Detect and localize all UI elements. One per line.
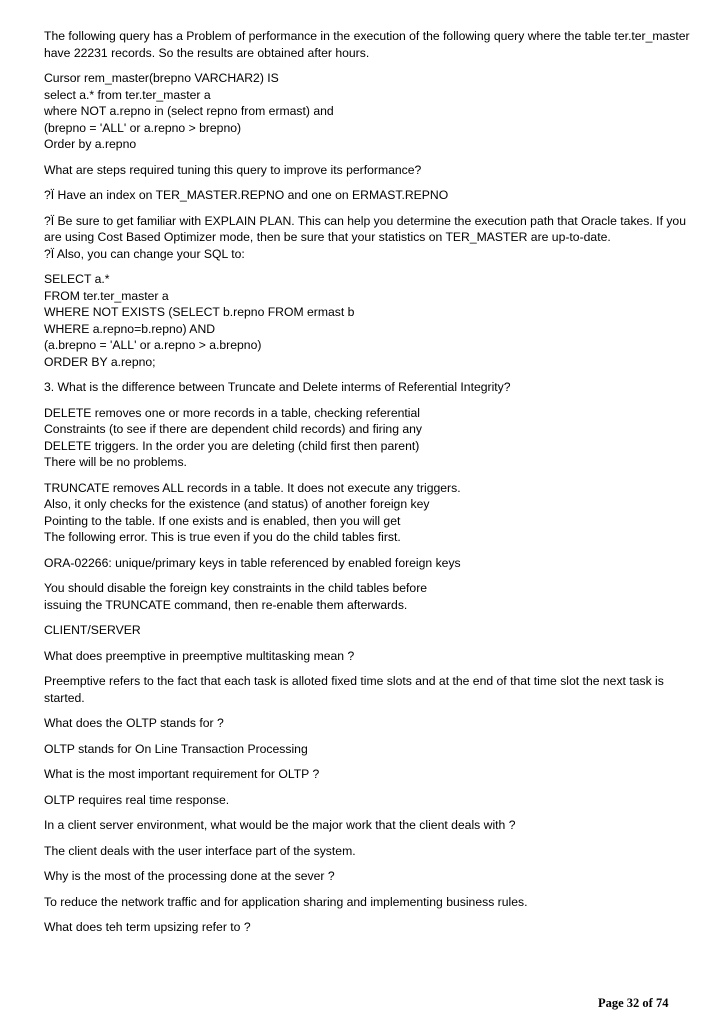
text-line: are using Cost Based Optimizer mode, then be sure that your statistics on TER_MASTER are up-to-date. [44,230,611,244]
text-line: select a.* from ter.ter_master a [44,87,211,102]
text-line: The client deals with the user interface part of the system. [44,843,356,858]
text-line: To reduce the network traffic and for application sharing and implementing business rules. [44,894,528,909]
page-content [44,28,704,945]
text-line: (a.brepno = 'ALL' or a.repno > a.brepno) [44,338,262,352]
text-line: Also, it only checks for the existence (and status) of another foreign key [44,497,430,511]
paragraph [44,580,704,613]
paragraph [44,162,704,179]
paragraph [44,648,704,665]
text-line: You should disable the foreign key constraints in the child tables before [44,581,428,595]
text-line: Pointing to the table. If one exists and is enabled, then you will get [44,513,401,528]
paragraph [44,715,704,732]
paragraph [44,70,704,153]
text-line: OLTP stands for On Line Transaction Processing [44,741,308,756]
text-line: where NOT a.repno in (select repno from ermast) and [44,104,334,118]
paragraph [44,919,704,936]
text-line: issuing the TRUNCATE command, then re-enable them afterwards. [44,597,408,612]
paragraph [44,894,704,911]
text-line: TRUNCATE removes ALL records in a table. It does not execute any triggers. [44,480,461,495]
text-line: 3. What is the difference between Truncate and Delete interms of Referential Integrity? [44,380,511,394]
text-line: DELETE triggers. In the order you are deleting (child first then parent) [44,438,420,453]
text-line: OLTP requires real time response. [44,792,230,807]
paragraph [44,622,704,639]
paragraph [44,480,704,546]
text-line: WHERE a.repno=b.repno) AND [44,321,216,336]
paragraph [44,843,704,860]
text-line: What does the OLTP stands for ? [44,716,224,730]
text-line: What does teh term upsizing refer to ? [44,920,251,934]
text-line: ?Ï Be sure to get familiar with EXPLAIN PLAN. This can help you determine the execution path that Oracle takes. If you [44,213,686,228]
text-line: started. [44,690,85,705]
text-line: ORA-02266: unique/primary keys in table referenced by enabled foreign keys [44,555,461,570]
text-line: Order by a.repno [44,137,137,151]
text-line: Constraints (to see if there are dependent child records) and firing any [44,422,423,436]
text-line: What are steps required tuning this query to improve its performance? [44,162,422,177]
paragraph [44,28,704,61]
text-line: The following query has a Problem of performance in the execution of the following query where the table ter.ter_master [44,29,690,43]
text-line: have 22231 records. So the results are obtained after hours. [44,45,370,60]
text-line: What does preemptive in preemptive multitasking mean ? [44,648,355,663]
text-line: CLIENT/SERVER [44,623,141,637]
paragraph [44,405,704,471]
paragraph [44,766,704,783]
text-line: ORDER BY a.repno; [44,354,156,369]
text-line: What is the most important requirement for OLTP ? [44,767,320,781]
text-line: Preemptive refers to the fact that each task is alloted fixed time slots and at the end of that time slot the next task is [44,674,664,688]
paragraph [44,271,704,370]
text-line: (brepno = 'ALL' or a.repno > brepno) [44,120,242,135]
paragraph [44,868,704,885]
page-number: Page 32 of 74 [598,996,669,1010]
paragraph [44,555,704,572]
text-line: Cursor rem_master(brepno VARCHAR2) IS [44,71,279,85]
text-line: DELETE removes one or more records in a table, checking referential [44,405,420,420]
paragraph [44,213,704,263]
paragraph [44,673,704,706]
paragraph [44,792,704,809]
text-line: The following error. This is true even if you do the child tables first. [44,530,401,544]
paragraph [44,817,704,834]
text-line: SELECT a.* [44,272,110,286]
text-line: There will be no problems. [44,455,187,469]
text-line: FROM ter.ter_master a [44,288,169,303]
text-line: ?Ï Have an index on TER_MASTER.REPNO and one on ERMAST.REPNO [44,188,449,202]
text-line: In a client server environment, what would be the major work that the client deals with ? [44,818,516,832]
text-line: ?Ï Also, you can change your SQL to: [44,246,245,261]
text-line: Why is the most of the processing done at the sever ? [44,869,335,883]
paragraph [44,741,704,758]
paragraph [44,379,704,396]
text-line: WHERE NOT EXISTS (SELECT b.repno FROM ermast b [44,305,355,319]
paragraph [44,187,704,204]
